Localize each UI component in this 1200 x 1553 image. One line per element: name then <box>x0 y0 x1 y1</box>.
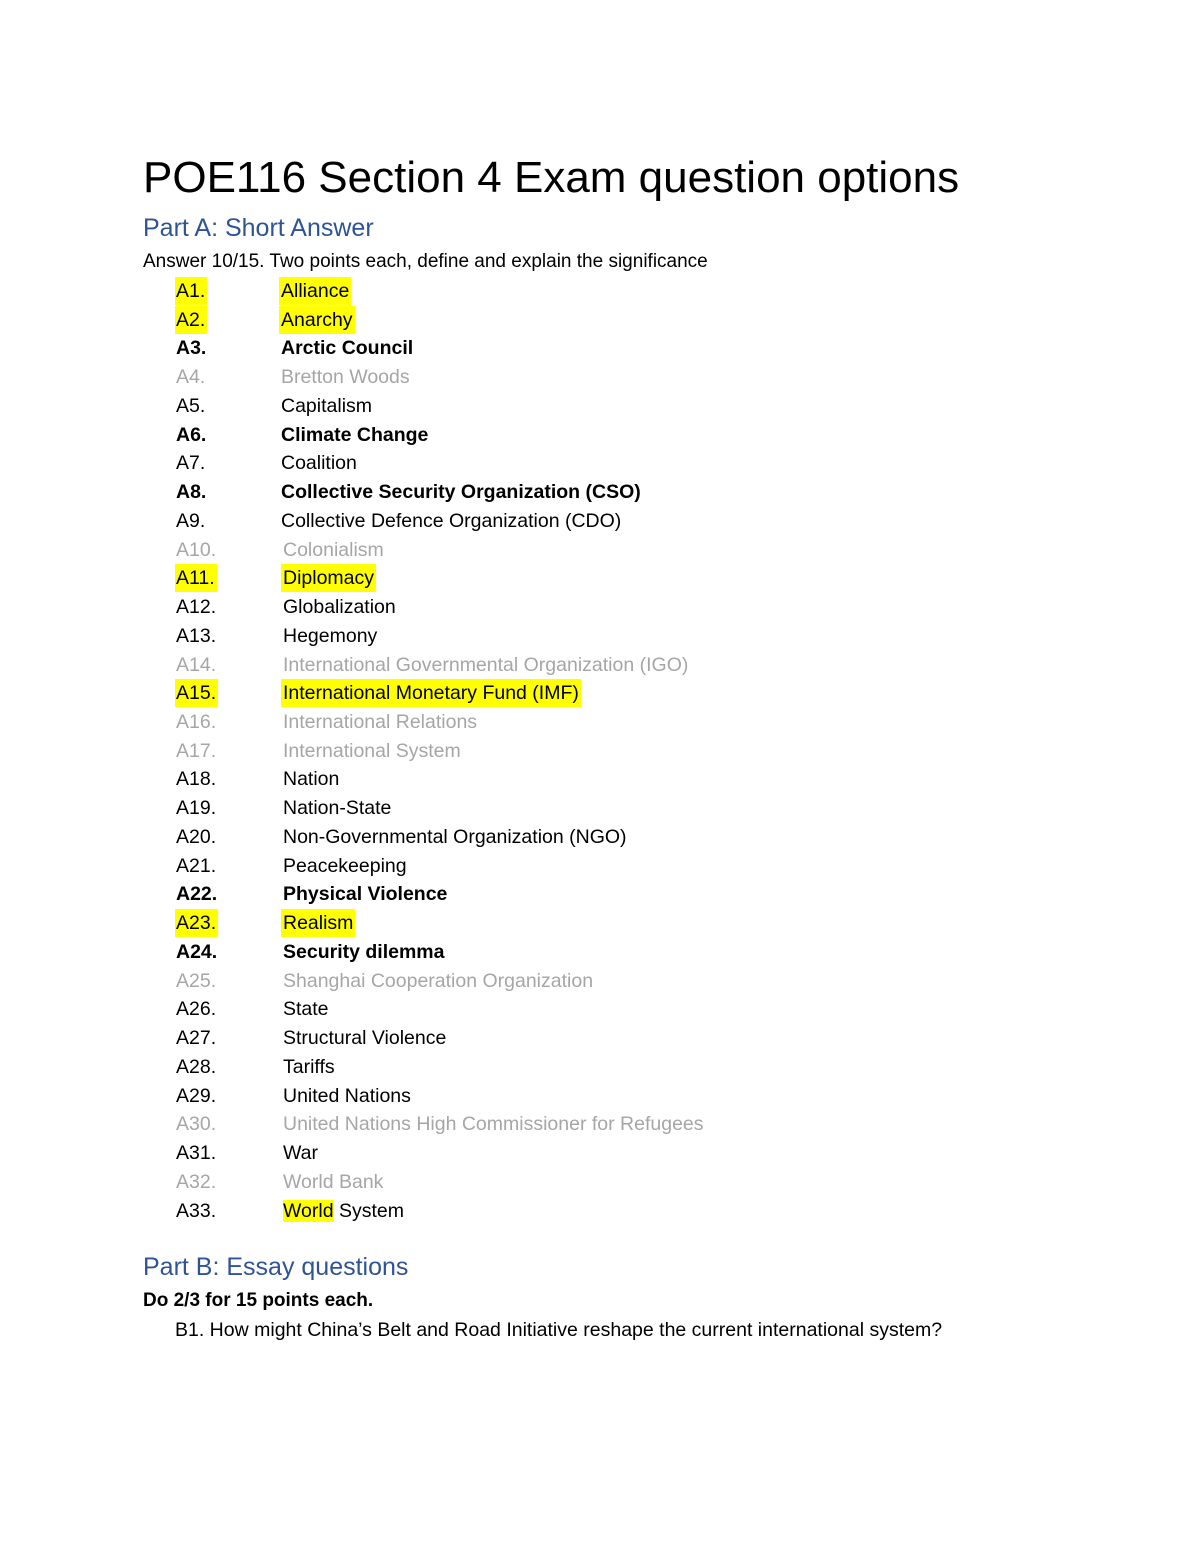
item-number: A1. <box>175 277 207 305</box>
part-a-instruction: Answer 10/15. Two points each, define and explain the significance <box>143 251 708 272</box>
item-term: Hegemony <box>283 624 378 647</box>
item-number: A24. <box>176 940 218 963</box>
item-number: A18. <box>176 768 217 791</box>
item-term: Diplomacy <box>281 564 376 592</box>
item-number: A16. <box>176 711 217 734</box>
item-term: Security dilemma <box>283 940 445 963</box>
item-number: A26. <box>176 998 217 1021</box>
item-term: Coalition <box>281 452 357 475</box>
item-term: International Governmental Organization (IGO) <box>283 653 689 676</box>
item-term: International Monetary Fund (IMF) <box>281 679 581 707</box>
item-term: Bretton Woods <box>281 366 410 389</box>
item-term: Nation <box>283 768 340 791</box>
item-term: Shanghai Cooperation Organization <box>283 969 594 992</box>
item-term: Collective Security Organization (CSO) <box>281 481 641 504</box>
item-number: A17. <box>176 739 217 762</box>
item-number: A7. <box>176 452 206 475</box>
item-term: International Relations <box>283 711 478 734</box>
term-rest: System <box>333 1199 405 1222</box>
item-term: Colonialism <box>283 538 384 561</box>
item-number: A15. <box>175 679 218 707</box>
highlighted-word: World <box>283 1199 334 1222</box>
item-term: Anarchy <box>279 306 355 334</box>
item-term: International System <box>283 739 461 762</box>
item-term: War <box>283 1142 319 1165</box>
item-term: Realism <box>281 909 355 937</box>
item-number: A23. <box>175 909 218 937</box>
item-number: A9. <box>176 509 206 532</box>
item-term: Capitalism <box>281 394 373 417</box>
item-term: Non-Governmental Organization (NGO) <box>283 825 627 848</box>
item-term: State <box>283 998 329 1021</box>
item-number: A22. <box>176 883 218 906</box>
item-number: A31. <box>176 1142 217 1165</box>
item-number: A12. <box>176 596 217 619</box>
item-term <box>281 1197 406 1225</box>
item-term: Collective Defence Organization (CDO) <box>281 509 622 532</box>
item-number: A25. <box>176 969 217 992</box>
item-term: Peacekeeping <box>283 854 407 877</box>
item-number: A29. <box>176 1084 217 1107</box>
item-number: A30. <box>176 1113 217 1136</box>
item-number: A19. <box>176 797 217 820</box>
item-term: Alliance <box>279 277 351 305</box>
item-term: World Bank <box>283 1170 384 1193</box>
item-number: A32. <box>176 1170 217 1193</box>
part-b-heading: Part B: Essay questions <box>143 1253 409 1281</box>
item-term: Climate Change <box>281 423 429 446</box>
item-term: Globalization <box>283 596 396 619</box>
item-number: A14. <box>176 653 217 676</box>
item-number: A11. <box>175 564 217 592</box>
essay-question-b1: B1. How might China’s Belt and Road Initiative reshape the current international system? <box>175 1319 943 1341</box>
item-number: A10. <box>176 538 217 561</box>
item-number: A3. <box>176 337 207 360</box>
item-number: A2. <box>175 306 207 334</box>
item-number: A6. <box>176 423 207 446</box>
item-number: A13. <box>176 624 217 647</box>
item-number: A20. <box>176 825 217 848</box>
part-a-heading: Part A: Short Answer <box>143 214 374 242</box>
item-number: A28. <box>176 1055 217 1078</box>
item-term: Structural Violence <box>283 1027 447 1050</box>
part-b-instruction: Do 2/3 for 15 points each. <box>143 1290 374 1311</box>
item-term: United Nations <box>283 1084 411 1107</box>
item-number: A21. <box>176 854 217 877</box>
item-number: A4. <box>176 366 206 389</box>
item-term: United Nations High Commissioner for Refugees <box>283 1113 704 1136</box>
item-number: A8. <box>176 481 207 504</box>
item-term: Tariffs <box>283 1055 335 1078</box>
document-title: POE116 Section 4 Exam question options <box>143 153 960 202</box>
item-term: Arctic Council <box>281 337 414 360</box>
item-term: Nation-State <box>283 797 392 820</box>
item-number: A5. <box>176 394 206 417</box>
item-number: A33. <box>176 1199 217 1222</box>
item-number: A27. <box>176 1027 217 1050</box>
item-term: Physical Violence <box>283 883 448 906</box>
